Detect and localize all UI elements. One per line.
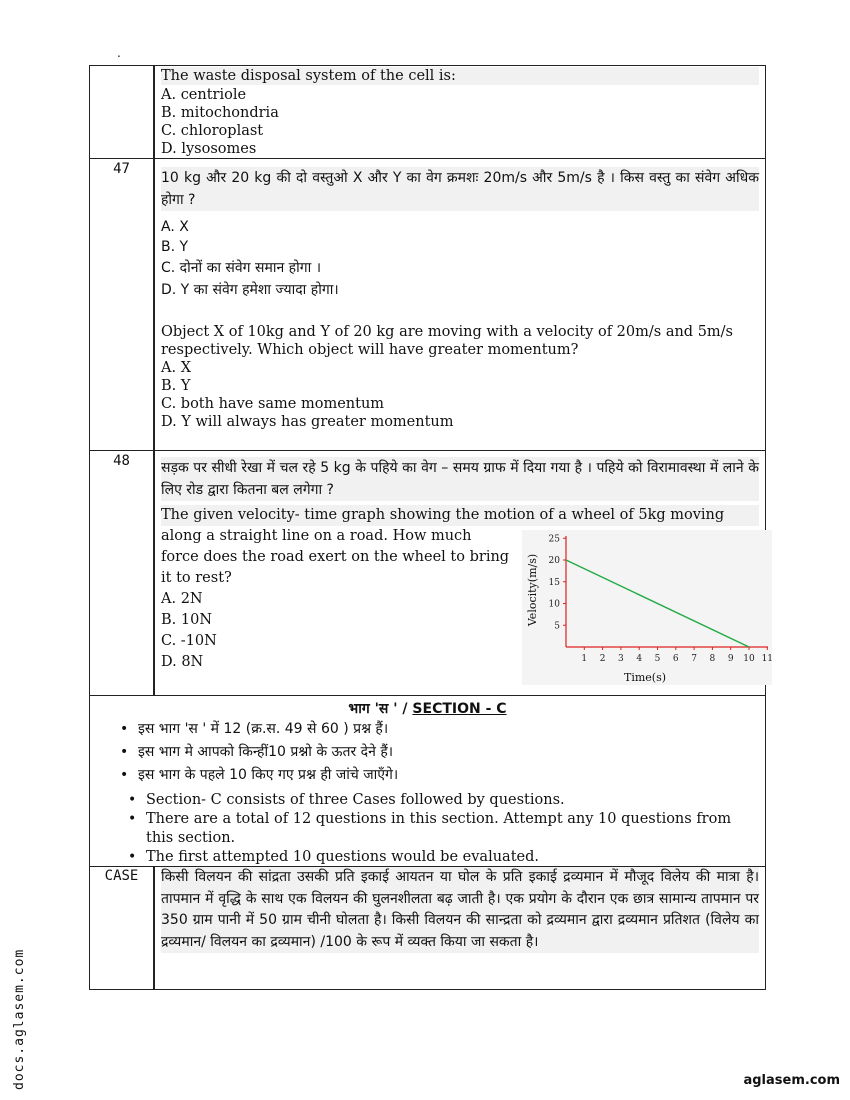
velocity-time-graph — [522, 530, 772, 685]
case-body — [161, 867, 759, 953]
series-line-velocity — [566, 560, 749, 647]
y-tick-label: 20 — [548, 556, 560, 566]
hindi-option-b: B. Y — [161, 239, 189, 255]
list-item: • The first attempted 10 questions would be evaluated. — [118, 848, 759, 867]
x-axis-label: Time(s) — [623, 671, 667, 684]
top-mark: . — [117, 46, 121, 60]
english-instructions — [118, 791, 759, 867]
option-b: B. 10N — [161, 612, 213, 628]
option-d: D. 8N — [161, 654, 204, 670]
option-c: C. chloroplast — [161, 123, 264, 139]
english-option-a: A. X — [161, 360, 192, 376]
question-row-46 — [90, 66, 765, 159]
english-option-d: D. Y will always has greater momentum — [161, 414, 454, 430]
hindi-option-a: A. X — [161, 219, 189, 235]
x-tick-label: 5 — [654, 654, 661, 664]
hindi-option-c: C. दोनों का संवेग समान होगा । — [161, 260, 321, 276]
list-item: • इस भाग मे आपको किन्हीं10 प्रश्नो के ऊतर देने हैं। — [110, 741, 759, 764]
section-c-instructions — [90, 696, 765, 867]
x-tick-label: 7 — [691, 654, 697, 664]
x-tick-label: 8 — [709, 654, 716, 664]
option-b: B. mitochondria — [161, 105, 279, 121]
question-text: The waste disposal system of the cell is: — [161, 67, 759, 85]
english-option-c: C. both have same momentum — [161, 396, 385, 412]
y-tick-label: 5 — [554, 621, 560, 632]
x-tick-label: 10 — [743, 654, 755, 664]
y-tick-label: 25 — [548, 534, 560, 545]
option-d: D. lysosomes — [161, 141, 257, 157]
list-item: • इस भाग 'स ' में 12 (क्र.स. 49 से 60 ) प्रश्न हैं। — [110, 718, 759, 741]
english-question-line1: The given velocity- time graph showing the motion of a wheel of 5kg moving — [161, 505, 759, 526]
question-number: 47 — [113, 161, 130, 177]
y-tick-label: 10 — [548, 599, 560, 610]
x-tick-label: 4 — [636, 654, 643, 664]
english-question-rest: along a straight line on a road. How much force does the road exert on the wheel to bring it to rest? — [161, 528, 510, 586]
english-option-b: B. Y — [161, 378, 191, 394]
section-title-english: SECTION - C — [412, 701, 507, 717]
brand-logo-text: aglasem.com — [743, 1073, 840, 1088]
list-item: • There are a total of 12 questions in this section. Attempt any 10 questions from this section. — [118, 810, 759, 848]
question-row-47 — [90, 159, 765, 451]
x-tick-label: 9 — [727, 654, 734, 664]
option-c: C. -10N — [161, 633, 217, 649]
option-a: A. 2N — [161, 591, 203, 607]
y-tick-label: 15 — [548, 577, 560, 588]
watermark — [12, 930, 32, 1090]
chart-svg — [522, 530, 772, 685]
english-question: Object X of 10kg and Y of 20 kg are moving with a velocity of 20m/s and 5m/s respectively. Which object will have greater momentum? — [161, 324, 733, 358]
hindi-question: 10 kg और 20 kg की दो वस्तुओ X और Y का वेग क्रमशः 20m/s और 5m/s है । किस वस्तु का संवेग अधिक होगा ? — [161, 167, 759, 211]
case-label: CASE — [104, 868, 139, 884]
x-tick-label: 1 — [581, 654, 588, 664]
list-item: • Section- C consists of three Cases followed by questions. — [118, 791, 759, 810]
question-body — [161, 167, 759, 431]
section-title — [90, 699, 765, 718]
section-title-hindi: भाग 'स ' / — [348, 701, 408, 717]
question-body — [161, 67, 759, 159]
option-a: A. centriole — [161, 87, 247, 103]
hindi-instructions — [110, 718, 759, 787]
x-tick-label: 11 — [761, 654, 772, 664]
x-tick-label: 6 — [672, 654, 679, 664]
list-item: • इस भाग के पहले 10 किए गए प्रश्न ही जांचे जाएँगे। — [110, 764, 759, 787]
hindi-option-d: D. Y का संवेग हमेशा ज्यादा होगा। — [161, 282, 339, 298]
x-tick-label: 3 — [618, 654, 624, 664]
question-number: 48 — [113, 453, 130, 469]
case-text: किसी विलयन की सांद्रता उसकी प्रति इकाई आयतन या घोल के प्रति इकाई द्रव्यमान में मौजूद विलेय की मात्रा है। तापमान में वृद्धि के साथ एक विलयन की घुलनशीलता बढ़ जाती है। एक प्रयोग के दौरान एक छात्र सामान्य तापमान पर 350 ग्राम पानी में 50 ग्राम चीनी घोलता है। किसी विलयन की सान्द्रता को द्रव्यमान द्वारा द्रव्यमान प्रतिशत (विलेय का द्रव्यमान/ विलयन का द्रव्यमान) /100 के रूप में व्यक्त किया जा सकता है। — [161, 867, 759, 953]
hindi-question: सड़क पर सीधी रेखा में चल रहे 5 kg के पहिये का वेग – समय ग्राफ में दिया गया है । पहिये को विरामावस्था में लाने के लिए रोड द्वारा कितना बल लगेगा ? — [161, 457, 759, 501]
question-table — [89, 65, 766, 990]
case-row — [90, 867, 765, 989]
x-tick-label: 2 — [599, 654, 606, 664]
watermark-text: docs.aglasem.com — [12, 948, 27, 1090]
y-axis-label: Velocity(m/s) — [526, 553, 539, 627]
